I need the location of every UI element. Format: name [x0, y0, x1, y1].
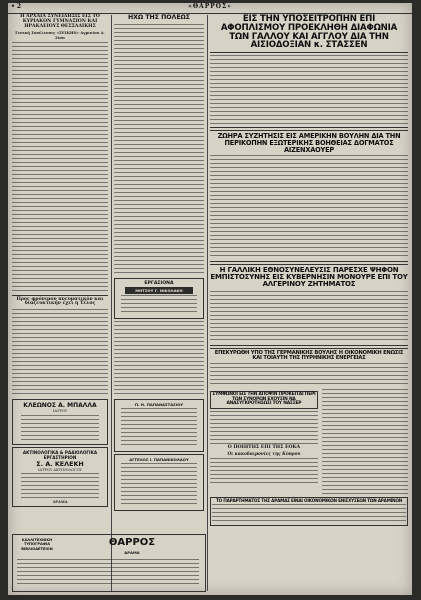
article1-subtitle: Γενική Συνέλευσις «ΣΥΣΚΗΝ» Αγρινίου Δ. Σίσα — [15, 31, 105, 40]
ad-lab-place: ΔΡΑΜΑ — [52, 500, 68, 504]
nasser-body — [210, 411, 318, 445]
ad-lab-title: ΑΚΤΙΝΟΛΟΓΙΚΑ & ΡΑΔΙΟΛΟΓΙΚΑ ΕΡΓΑΣΤΗΡΙΟΝ — [22, 449, 98, 460]
ad-lab-details — [21, 473, 99, 499]
section-body — [114, 24, 204, 276]
cyprus-body — [210, 458, 318, 486]
article2-body — [12, 309, 108, 397]
footer-ad — [12, 534, 206, 592]
main-article-body — [210, 55, 408, 125]
america-article-body — [210, 155, 408, 259]
divider — [210, 127, 408, 131]
ad-lab-role: ΙΑΤΡΟΥ ΑΚΤΙΝΟΛΟΓΟΥ — [38, 467, 82, 472]
divider — [210, 345, 408, 349]
column-1 — [12, 15, 108, 509]
footer-details — [17, 559, 199, 587]
box2-title: Π. Η. ΠΑΠΑΝΑΣΤΑΣΙΟΥ — [134, 401, 184, 407]
box3-details — [121, 463, 197, 507]
french-article-body — [210, 291, 408, 343]
article1-title: Η ΑΡΧΑΙΑ ΣΥΝΕΙΔΗΣΙΣ ΕΙΣ ΤΟ ΚΥΡΙΑΚΟΝ ΓΥΜΝΑΣΙΟΝ ΚΑΙ ΗΡΑΚΛΕΙΟΥΣ ΘΕΣΣΑΛΙΚΗΣ — [20, 14, 100, 29]
headline-cyprus: Οι κακοδαιμονίες της Κύπρου — [227, 450, 301, 456]
box1-name: ΜΗΤΣΟΥ Γ. ΝΙΚΟΛΑΚΗ — [125, 287, 193, 294]
box2-details — [121, 408, 197, 448]
footer-left-box: ΚΑΛΛΙΤΕΧΝΙΚΗ ΤΥΠΟΓΡΑΦΙΑ ΒΙΒΛΙΟΔΕΤΕΙΟΝ — [21, 538, 53, 551]
divider — [210, 52, 408, 53]
headline-eoka: Ο ΠΟΙΗΤΗΣ ΕΠΙ ΤΗΣ ΕΟΚΑ — [227, 444, 301, 450]
divider — [12, 295, 108, 296]
footer-paper-name: ΘΑΡΡΟΣ — [108, 537, 156, 548]
masthead — [8, 3, 412, 14]
lower-section — [210, 389, 408, 495]
headline-french-assembly: Η ΓΑΛΛΙΚΗ ΕΘΝΟΣΥΝΕΛΕΥΣΙΣ ΠΑΡΕΣΧΕ ΨΗΦΟΝ ΕΜΠΙΣΤΟΣΥΝΗΣ ΕΙΣ ΚΥΒΕΡΝΗΣΙΝ ΜΟΝΟΥΡΕ ΕΠΙ ΤΟΥ ΑΛΓΕΡΙΝΟΥ ΖΗΤΗΜΑΤΟΣ — [210, 266, 408, 289]
masthead-title: «ΘΑΡΡΟΣ» — [188, 3, 232, 10]
headline-german-parliament: ΕΠΕΚΥΡΩΘΗ ΥΠΟ ΤΗΣ ΓΕΡΜΑΝΙΚΗΣ ΒΟΥΛΗΣ Η ΟΙΚΟΝΟΜΙΚΗ ΕΝΩΣΙΣ ΚΑΙ ΤΟΙΑΥΤΗ ΤΗΣ ΠΥΡΗΝΙΚΗΣ ΕΝΕΡΓΕΙΑΣ — [214, 349, 404, 361]
lower-left — [210, 389, 318, 495]
column-rule — [207, 15, 208, 591]
box1-details — [121, 295, 197, 315]
nasser-box — [210, 391, 318, 408]
box3-title: ΑΓΓΕΛΟΣ Ι. ΠΑΠΑΝΙΚΟΛΑΟΥ — [129, 456, 189, 462]
footer-paper-place: ΔΡΑΜΑ — [124, 550, 140, 555]
headline-america: ΖΩΗΡΑ ΣΥΖΗΤΗΣΙΣ ΕΙΣ ΑΜΕΡΙΚΗΝ ΒΟΥΛΗΝ ΔΙΑ ΤΗΝ ΠΕΡΙΚΟΠΗΝ ΕΞΩΤΕΡΙΚΗΣ ΒΟΗΘΕΙΑΣ ΔΟΓΜΑΤΟΣ ΑΙΖΕΝΧΑΟΥΕΡ — [217, 132, 401, 154]
ad-doctor-ballas — [12, 399, 108, 444]
column-rule — [111, 15, 112, 591]
drama-box-body — [212, 504, 406, 524]
page-number: • 2 — [11, 3, 22, 10]
newspaper-page — [8, 3, 412, 595]
divider — [210, 261, 408, 265]
article2-title: Προς φρόνιμον πνευματικόν και διαζευκτικήν έχει η Τέλος — [16, 296, 104, 307]
ad-doctor-role: ΙΑΤΡΟΥ — [52, 409, 68, 414]
ad-doctor-details — [21, 415, 99, 441]
german-article-body — [210, 363, 408, 387]
box1-title: ΕΡΓΑΣΙΟΝΑ — [144, 280, 174, 286]
section-title: ΗΧΩ ΤΗΣ ΠΟΛΕΩΣ — [127, 14, 191, 21]
right-column-body — [322, 389, 408, 495]
drama-box-title: ΤΟ ΠΑΡΑΡΤΗΜΑΤΟΣ ΤΗΣ ΔΡΑΜΑΣ ΕΙΝΑΙ ΟΙΚΟΝΟΜΙΚΩΝ ΕΝΙΣΧΥΣΕΩΝ ΤΩΝ ΔΡΑΜΙΝΩΝ — [215, 498, 403, 504]
box-papanastasiou — [114, 399, 204, 452]
headline-nasser: ΣΥΜΦΩΝΟΙ ΕΙΣ ΤΗΝ ΑΠΟΨΙΝ ΠΡΟΚΕΙΤΑΙ ΠΕΡΙ ΤΩΝ ΣΥΝΟΡΩΝ ΕΧΟΥΣΙΝ ΝΑ ΑΝΑΣΥΓΚΡΟΤΗΣΩΣΙ ΤΟΥ ΝΑΣΣΕΡ — [212, 392, 316, 407]
article1-body — [12, 42, 108, 292]
box-papanikolaou — [114, 454, 204, 511]
column-2-body — [114, 321, 204, 397]
main-headline: ΕΙΣ ΤΗΝ ΥΠΟΣΕΙΤΡΟΠΗΝ ΕΠΙ ΑΦΟΠΛΙΣΜΟΥ ΠΡΟΕΚΛΗΘΗ ΔΙΑΦΩΝΙΑ ΤΩΝ ΓΑΛΛΟΥ ΚΑΙ ΑΓΓΛΟΥ ΔΙΑ ΤΗΝ ΑΙΣΙΟΔΟΞΙΑΝ κ. ΣΤΑΣΣΕΝ — [220, 14, 398, 51]
lower-right — [322, 389, 408, 495]
box-ergasiona — [114, 278, 204, 319]
column-3 — [210, 15, 408, 528]
ad-radiology-lab — [12, 447, 108, 508]
ad-lab-name: Σ. Α. ΚΕΛΕΚΗ — [36, 459, 84, 468]
drama-box — [210, 497, 408, 526]
ad-doctor-name: ΚΛΕΩΝΟΣ Α. ΜΠΑΛΛΑ — [23, 402, 97, 410]
column-2 — [114, 15, 204, 513]
